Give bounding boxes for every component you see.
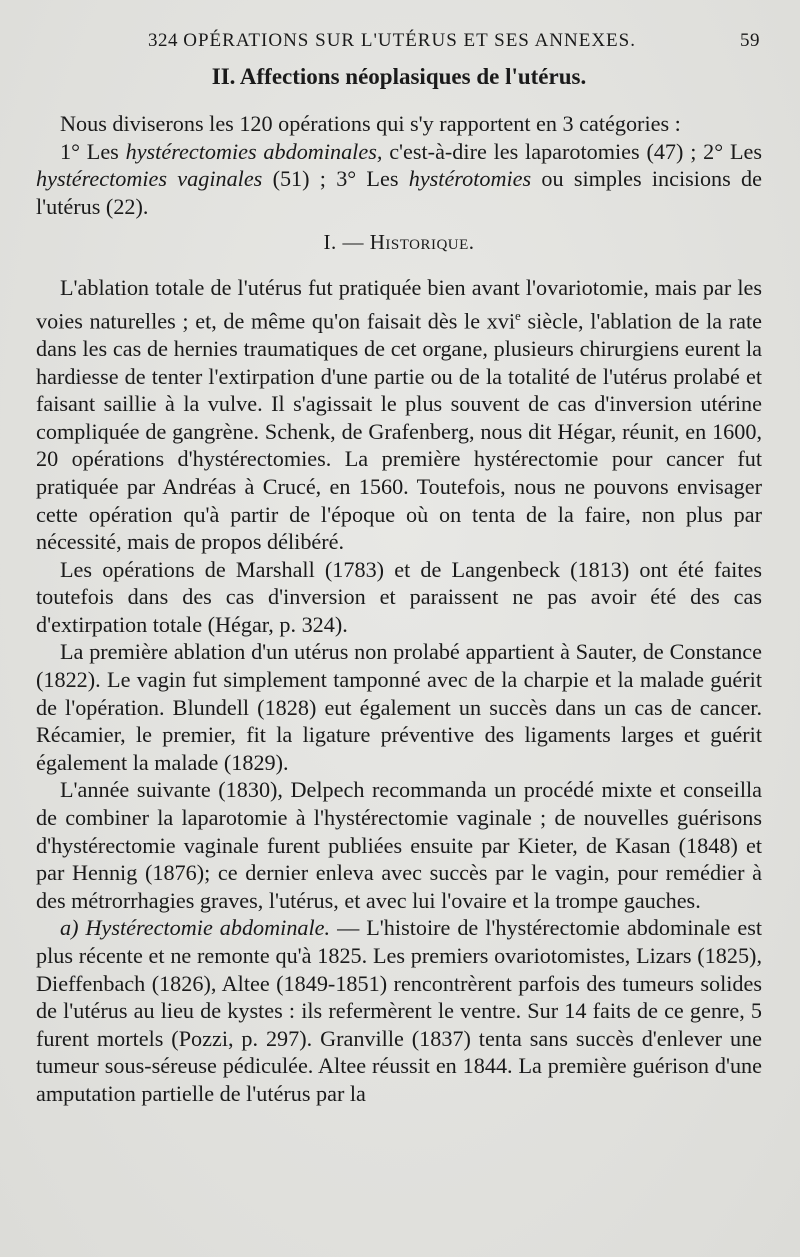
- body-paragraph-1: [36, 274, 762, 555]
- running-header: [36, 30, 762, 56]
- section-title: II. Affections néoplasiques de l'utérus.: [211, 64, 587, 89]
- page-ref-number: 324: [148, 30, 178, 51]
- intro-2f: hystérotomies: [408, 166, 532, 192]
- body-5-text: — L'histoire de l'hystérectomie abdominale est plus récente et ne remonte qu'à 1825. Les premiers ovariotomistes, Lizars (1825), Dieffenbach (1826), Altee (1849-1851) rencontrèrent parfois des tumeurs solides de l'utérus au lieu de kystes : ils refermèrent le ventre. Sur 14 faits de ce genre, 5 furent mortels (Pozzi, p. 297). Granville (1837) tenta sans succès d'enlever une tumeur sous-séreuse pédiculée. Altee réussit en 1844. La première guérison d'une amputation partielle de l'utérus par la: [36, 915, 763, 1106]
- body-paragraph-4: L'année suivante (1830), Delpech recommanda un procédé mixte et conseilla de combiner la laparotomie à l'hystérectomie vaginale ; de nouvelles guérisons d'hystérectomie vaginale furent publiées ensuite par Kieter, de Kasan (1848) et par Hennig (1876); ce dernier enleva avec succès par le vagin, pour remédier à des métrorrhagies graves, l'utérus, et avec lui l'ovaire et la trompe gauches.: [36, 777, 762, 913]
- body-text: [36, 274, 762, 1107]
- intro-2g: ou simples incisions de l'utérus (22).: [36, 166, 762, 219]
- historique-number: I. —: [323, 230, 370, 255]
- page-number: 59: [740, 30, 760, 51]
- body-1-sup: e: [515, 307, 521, 323]
- intro-paragraph-1: Nous diviserons les 120 opérations qui s'y rapportent en 3 catégories :: [60, 111, 681, 136]
- intro-text: [36, 110, 762, 220]
- body-5-label: a) Hystérectomie abdominale.: [60, 915, 331, 941]
- body-paragraph-5: [36, 914, 762, 1107]
- intro-2e: (51) ; 3° Les: [262, 166, 409, 192]
- intro-2d: hystérectomies vaginales: [36, 166, 263, 192]
- body-1b: siècle, l'ablation de la rate dans les cas de hernies traumatiques de cet organe, plusieurs chirurgiens eurent la hardiesse de tenter l'extirpation d'une partie ou de la totalité de l'utérus prolabé et faisant saillie à la vulve. Il s'agissait le plus souvent de cas d'inversion utérine compliquée de gangrène. Schenk, de Grafenberg, nous dit Hégar, réunit, en 1600, 20 opérations d'hystérectomies. La première hystérectomie pour cancer fut pratiquée par Andréas à Crucé, en 1560. Toutefois, nous ne pouvons envisager cette opération qu'à partir de l'époque où on tenta de la faire, non plus par nécessité, mais de propos délibéré.: [36, 308, 762, 555]
- page-ref: [148, 30, 636, 52]
- intro-paragraph-2: [36, 138, 762, 221]
- intro-2b: hystérectomies abdominales,: [125, 138, 383, 164]
- historique-heading: [36, 230, 762, 256]
- intro-2a: 1° Les: [60, 138, 126, 164]
- historique-label: Historique.: [369, 230, 475, 255]
- intro-2c: c'est-à-dire les laparotomies (47) ; 2° Les: [382, 138, 762, 164]
- body-1a: L'ablation totale de l'utérus fut pratiquée bien avant l'ovariotomie, mais par les voies naturelles ; et, de même qu'on faisait dès le xvi: [36, 275, 762, 334]
- body-paragraph-2: Les opérations de Marshall (1783) et de Langenbeck (1813) ont été faites toutefois dans des cas d'inversion et paraissent ne pas avoir été des cas d'extirpation totale (Hégar, p. 324).: [36, 556, 762, 637]
- running-title: OPÉRATIONS SUR L'UTÉRUS ET SES ANNEXES.: [183, 30, 636, 51]
- body-paragraph-3: La première ablation d'un utérus non prolabé appartient à Sauter, de Constance (1822). Le vagin fut simplement tamponné avec de la charpie et la malade guérit de l'opération. Blundell (1828) eut également un succès dans un cas de cancer. Récamier, le premier, fit la ligature préventive des ligaments larges et guérit également la malade (1829).: [36, 639, 762, 775]
